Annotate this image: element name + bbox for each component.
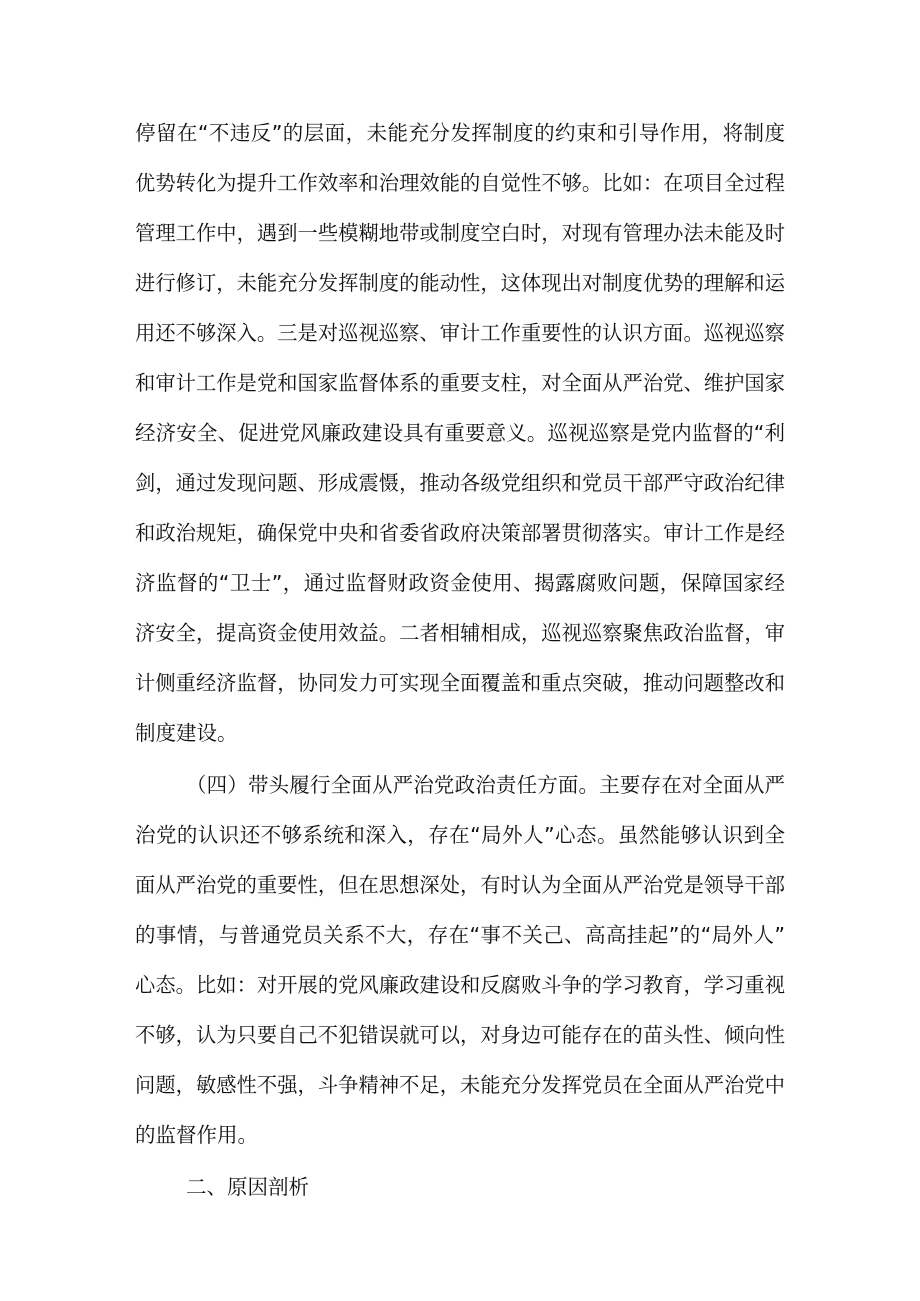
text-line: 不够，认为只要自己不犯错误就可以，对身边可能存在的苗头性、倾向性 (135, 1023, 785, 1047)
text-line: 进行修订，未能充分发挥制度的能动性，这体现出对制度优势的理解和运 (135, 271, 785, 295)
text-line: 用还不够深入。三是对巡视巡察、审计工作重要性的认识方面。巡视巡察 (135, 321, 785, 345)
text-line: 剑，通过发现问题、形成震慑，推动各级党组织和党员干部严守政治纪律 (135, 471, 785, 495)
text-line: 经济安全、促进党风廉政建设具有重要意义。巡视巡察是党内监督的“利 (135, 421, 785, 445)
text-line: 制度建设。 (135, 721, 238, 745)
text-line: 优势转化为提升工作效率和治理效能的自觉性不够。比如：在项目全过程 (135, 171, 785, 195)
text-line: 管理工作中，遇到一些模糊地带或制度空白时，对现有管理办法未能及时 (135, 221, 785, 245)
text-line: 济安全，提高资金使用效益。二者相辅相成，巡视巡察聚焦政治监督，审 (135, 621, 785, 645)
text-line: 心态。比如：对开展的党风廉政建设和反腐败斗争的学习教育，学习重视 (135, 973, 785, 997)
text-line: 问题，敏感性不强，斗争精神不足，未能充分发挥党员在全面从严治党中 (135, 1073, 785, 1097)
text-line: 济监督的“卫士”，通过监督财政资金使用、揭露腐败问题，保障国家经 (135, 571, 785, 595)
text-line: 治党的认识还不够系统和深入，存在“局外人”心态。虽然能够认识到全 (135, 823, 785, 847)
text-line: 计侧重经济监督，协同发力可实现全面覆盖和重点突破，推动问题整改和 (135, 671, 785, 695)
text-line: 和政治规矩，确保党中央和省委省政府决策部署贯彻落实。审计工作是经 (135, 521, 785, 545)
text-line: 和审计工作是党和国家监督体系的重要支柱，对全面从严治党、维护国家 (135, 371, 785, 395)
section-heading: 二、原因剖析 (186, 1175, 309, 1199)
text-line: 的监督作用。 (135, 1123, 258, 1147)
paragraph-four-first-line: （四）带头履行全面从严治党政治责任方面。主要存在对全面从严 (186, 773, 785, 797)
text-line: 停留在“不违反”的层面，未能充分发挥制度的约束和引导作用，将制度 (135, 121, 785, 145)
text-line: 面从严治党的重要性，但在思想深处，有时认为全面从严治党是领导干部 (135, 873, 785, 897)
text-line: 的事情，与普通党员关系不大，存在“事不关己、高高挂起”的“局外人” (135, 923, 785, 947)
